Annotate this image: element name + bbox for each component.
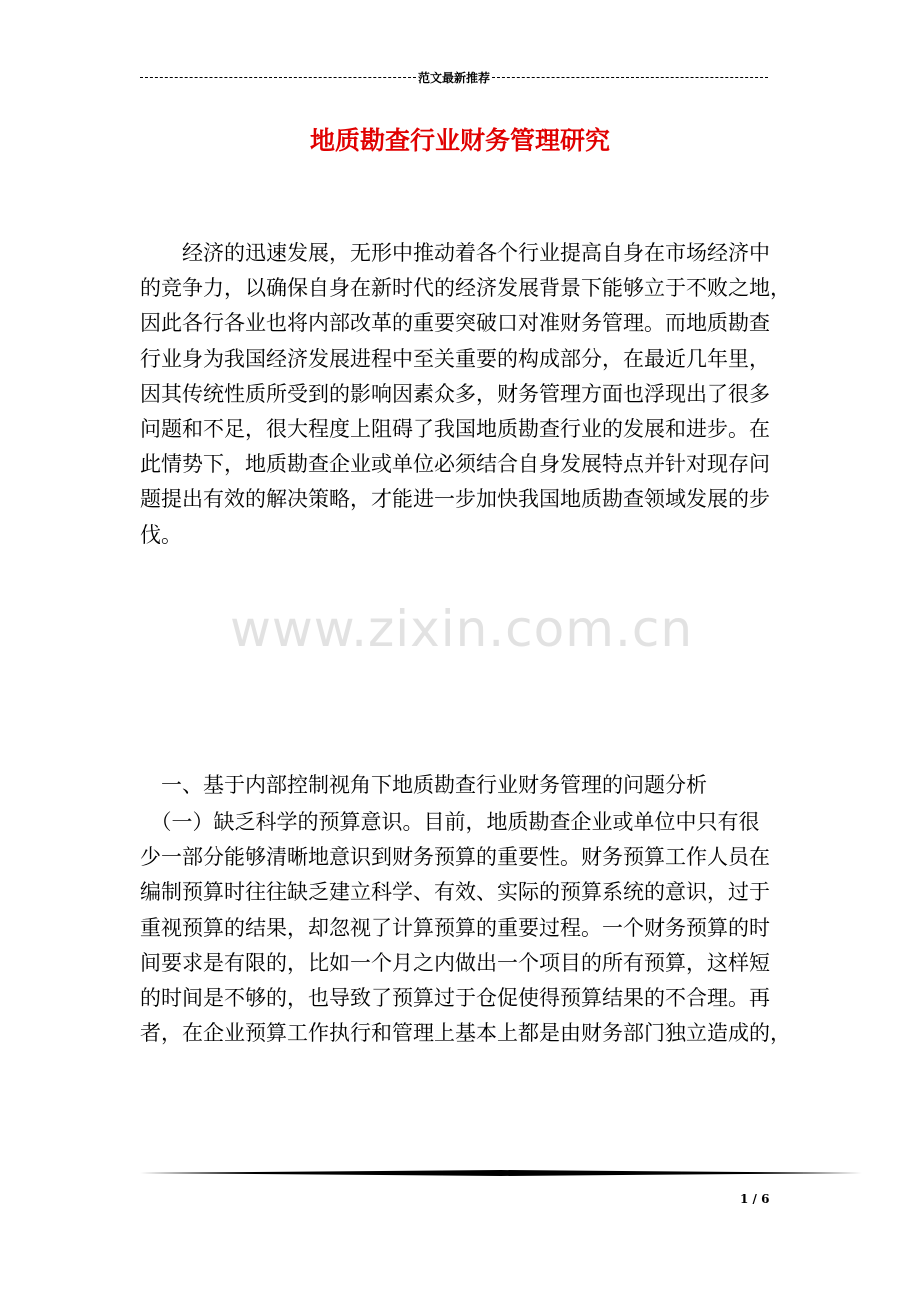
paragraph-line: 重视预算的结果，却忽视了计算预算的重要过程。一个财务预算的时 [140, 915, 770, 940]
paragraph-line: （一）缺乏科学的预算意识。目前，地质勘查企业或单位中只有很 [140, 810, 760, 834]
paragraph-intro [140, 236, 791, 553]
paragraph-line: 编制预算时往往缺乏建立科学、有效、实际的预算系统的意识，过于 [140, 880, 770, 905]
paragraph-line: 者，在企业预算工作执行和管理上基本上都是由财务部门独立造成的， [140, 1021, 791, 1046]
document-title: 地质勘查行业财务管理研究 [309, 126, 610, 155]
header-dash-right [492, 77, 768, 78]
paragraph-line: 此情势下，地质勘查企业或单位必须结合自身发展特点并针对现存问 [140, 452, 770, 477]
page-header [140, 68, 768, 86]
page-number: 1 / 6 [740, 1192, 770, 1206]
section-heading-text: 一、基于内部控制视角下地质勘查行业财务管理的问题分析 [140, 773, 707, 797]
paragraph-line: 因其传统性质所受到的影响因素众多，财务管理方面也浮现出了很多 [140, 381, 770, 406]
paragraph-line: 经济的迅速发展，无形中推动着各个行业提高自身在市场经济中 [140, 241, 770, 265]
header-label: 范文最新推荐 [418, 70, 491, 85]
paragraph-line: 题提出有效的解决策略，才能进一步加快我国地质勘查领域发展的步 [140, 487, 770, 512]
paragraph-line: 的时间是不够的，也导致了预算过于仓促使得预算结果的不合理。再 [140, 985, 770, 1010]
watermark: www.zixin.com.cn [230, 600, 694, 658]
footer-rule [140, 1170, 862, 1176]
paragraph-budget [140, 805, 791, 1051]
paragraph-line: 间要求是有限的，比如一个月之内做出一个项目的所有预算，这样短 [140, 950, 770, 975]
paragraph-line: 伐。 [140, 522, 182, 547]
section-heading [140, 768, 782, 803]
paragraph-line: 问题和不足，很大程度上阻碍了我国地质勘查行业的发展和进步。在 [140, 416, 770, 441]
paragraph-line: 行业身为我国经济发展进程中至关重要的构成部分，在最近几年里， [140, 346, 770, 371]
paragraph-line: 少一部分能够清晰地意识到财务预算的重要性。财务预算工作人员在 [140, 845, 770, 870]
paragraph-line: 的竞争力，以确保自身在新时代的经济发展背景下能够立于不败之地， [140, 276, 791, 301]
header-dash-left [140, 77, 416, 78]
paragraph-line: 因此各行各业也将内部改革的重要突破口对准财务管理。而地质勘查 [140, 311, 770, 336]
